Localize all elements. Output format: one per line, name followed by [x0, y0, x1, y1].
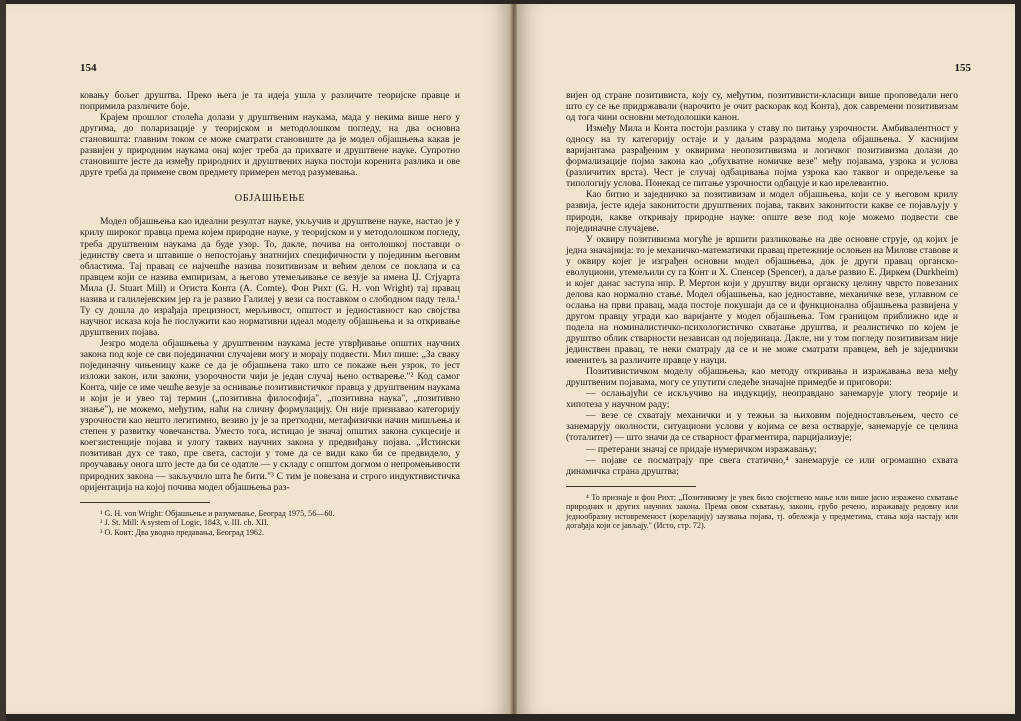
- footnote-rule: [566, 486, 696, 487]
- right-paragraph: вијен од стране позитивиста, коју су, међутим, позитивисти-класици више проповедали него што су се ње придржавали (нарочито је очит раскорак код Конта), док савремени позитивизам од тога чини основни методолошки канон.: [566, 90, 958, 124]
- footnote: ³ О. Конт: Два уводна предавања, Београд 1962.: [100, 527, 265, 537]
- dash-list-item: — везе се схватају механички и у тежњи за њиховим поједностављењем, често се занемарују околности, ситуациони услови у којима се веза остварује, занемарује се целина (тоталитет) — што значи да се стварност фрагментира, парцијализује;: [566, 410, 958, 444]
- right-paragraph: Позитивистичком моделу објашњења, као методу откривања и изражавања веза међу друштвеним појавама, могу се упутити следеће значајне примедбе и приговори:: [566, 366, 958, 389]
- left-page: [6, 4, 511, 714]
- page-number-right: 155: [954, 62, 971, 74]
- left-paragraph: ковању бољег друштва. Преко њега је та идеја ушла у различите теоријске правце и попримила различите боје.: [80, 90, 460, 113]
- dash-list-item: — појаве се посматрају пре свега статично,⁴ занемарује се или огромашно схвата динамичка страна друштва;: [566, 454, 958, 477]
- dash-list-item: — ослањајући се искључиво на индукцију, неоправдано занемарује улогу теорије и хипотеза у научном раду;: [566, 388, 958, 411]
- footnote: ⁴ То признаје и фон Рихт: „Позитивизму је увек било својствено мање или више јасно изражено схватање природних и других научних закона. Према овом схватању, закони, грубо речено, изражавају редовну или једнообразну истовременост (корелацију) заузвања појава, тј. обележја у предметима, стања која настају или догађаја који се јављају." (Исто, стр. 72).: [566, 492, 958, 531]
- left-paragraph: Језгро модела објашњења у друштвеним наукама јесте утврђивање општих научних закона под које се сви појединачни случајеви могу и морају подвести. Мил пише: „За сваку појединачну чињеницу каже се да је објашњена тако што се покаже њен узрок, то јест изложи закон, или закони, узорочности чији је један случај њено остварење."² Код самог Конта, чије се име чешће везује за оснивање позитивистичког правца у друштвеним наукама и који је и увео тај термин („позитивна философија", „позитивна наука", „позитивно знање"), не можемо, међутим, наћи на сличну формулацију. Он није признавао категорију узрочности као нешто легитимно, везиво ју је за претходни, метафизички начин мишљења и степен у развитку човечанства. Уместо тога, истицао је значај општих закона сукцесије и коегзистенције појава и улогу таквих научних закона у предвиђању појава. „Истински позитиван дух се тако, пре света, састоји у томе да се види како би се предвидело, у проучавању онога што јесте да би се одатле — у складу с општом догмом о непромењивости природних закона — закључило шта ће бити."³ С тим је повезана и строго индуктивистичка оријентација на којој почива модел објашњења раз-: [80, 337, 460, 493]
- footnote: ² J. St. Mill: A system of Logic, 1843, v. III. ch. XII.: [100, 518, 269, 528]
- right-paragraph: Између Мила и Конта постоји разлика у ставу по питању узрочности. Амбивалентност у односу на ту категорију остаје и у даљим разрадама модела објашњења. У каснијим варијантама разрађеним у оквирима неопозитивизма и логичког позитивизма долази до формализације појма закона као „обухватне номичке везе" међу појавама, узрока и услова (различитих врста). Чест је случај одбацивања појма узрока као таквог и опредељење за типологију услова. Понекад се питање узрочности одбацује и као ирелевантно.: [566, 123, 958, 190]
- right-paragraph: У оквиру позитивизма могуће је вршити разликовање на две основне струје, од којих је једна значајнија: то је механичко-математички правац претежније ослоњен на Милове ставове и у оквиру којег је изграђен основни модел објашњења, док је други правац органско-еволуциони, утемељили су га Конт и Х. Спенсер (Spencer), а даље развио Е. Диркем (Durkheim) и којег данас заступа нпр. Р. Мертон који у друштву види органску целину чврсто повезаних делова као нормално стање. Модел објашњења, као једноставне, механичке везе, углавном се ослања на први правац, мада постоје покушаји да се и функционална објашњења развијена у другом правцу угради као варијанте у модел објашњења. Том границом приближно иде и подела на номиналистичко-психологистичко схватање друштва, и реалистичко по којем је друштво облик стварности независан од појединаца. Дакле, ни у том погледу позитивизам није јединствен правац, те неки сматрају да се и не може сматрати правцем, већ је заједнички именитељ за различите правце у науци.: [566, 233, 958, 367]
- left-paragraph: Крајем прошлог столећа долази у друштвеним наукама, мада у некима више него у другима, до поларизације у теоријском и методолошком погледу, на два основна становишта: главним током се може сматрати становиште да је модел објашњења какав је развијен у природним наукама онај којег треба да прихвате и друштвене науке. Супротно становиште јесте да између природних и друштвених наука постоји коренита разлика и ове друге треба да примене свом предмету примерен метод разумевања.: [80, 112, 460, 179]
- dash-list-item: — претерани значај се придаје нумеричком изражавању;: [586, 443, 817, 455]
- left-text-column: [80, 90, 460, 537]
- footnote: ¹ G. H. von Wright: Објашњење и разумевање, Београд 1975, 56—60.: [100, 508, 335, 518]
- section-heading: ОБЈАШЊЕЊЕ: [234, 193, 306, 205]
- right-paragraph: Као битно и заједничко за позитивизам и модел објашњења, који се у његовом крилу развија, јесте идеја законитости друштвених појава, таквих законитости какве се појављују у природи, какве откривају природне науке: опште везе под које можемо подвести све појединачне случајеве.: [566, 189, 958, 234]
- right-text-column: [566, 90, 958, 531]
- footnote-rule: [80, 502, 210, 503]
- page-number-left: 154: [80, 62, 97, 74]
- left-paragraph: Модел објашњења као идеални резултат науке, укључив и друштвене науке, настао је у крилу широког правца према којем природне науке, у теоријском и у методолошком погледу, треба друштвеним наукама да буде узор. То, дакле, почива на онтолошкој поставци о јединству света и штавише о непостојању знатнијих специфичности у појединим његовим областима. Тај правац се најчешће назива позитивизам и већим делом се поклапа и са правцем који се назива емпиризам, а његово утемељивање се везује за имена Џ. Стјуарта Мила (J. Stuart Mill) и Огиста Конта (A. Comte). Фон Рихт (G. H. von Wright) тај правац назива и галилејевским јер га је развио Галилеј у вези са поставком о слободном паду тела.¹ Ту су дошла до израђаја прецизност, мерљивост, општост и једноставност као својства научног исказа која ће послужити као нормативни идеал моделу објашњења и за откривање друштвених појава.: [80, 216, 460, 338]
- right-page: [517, 4, 1015, 714]
